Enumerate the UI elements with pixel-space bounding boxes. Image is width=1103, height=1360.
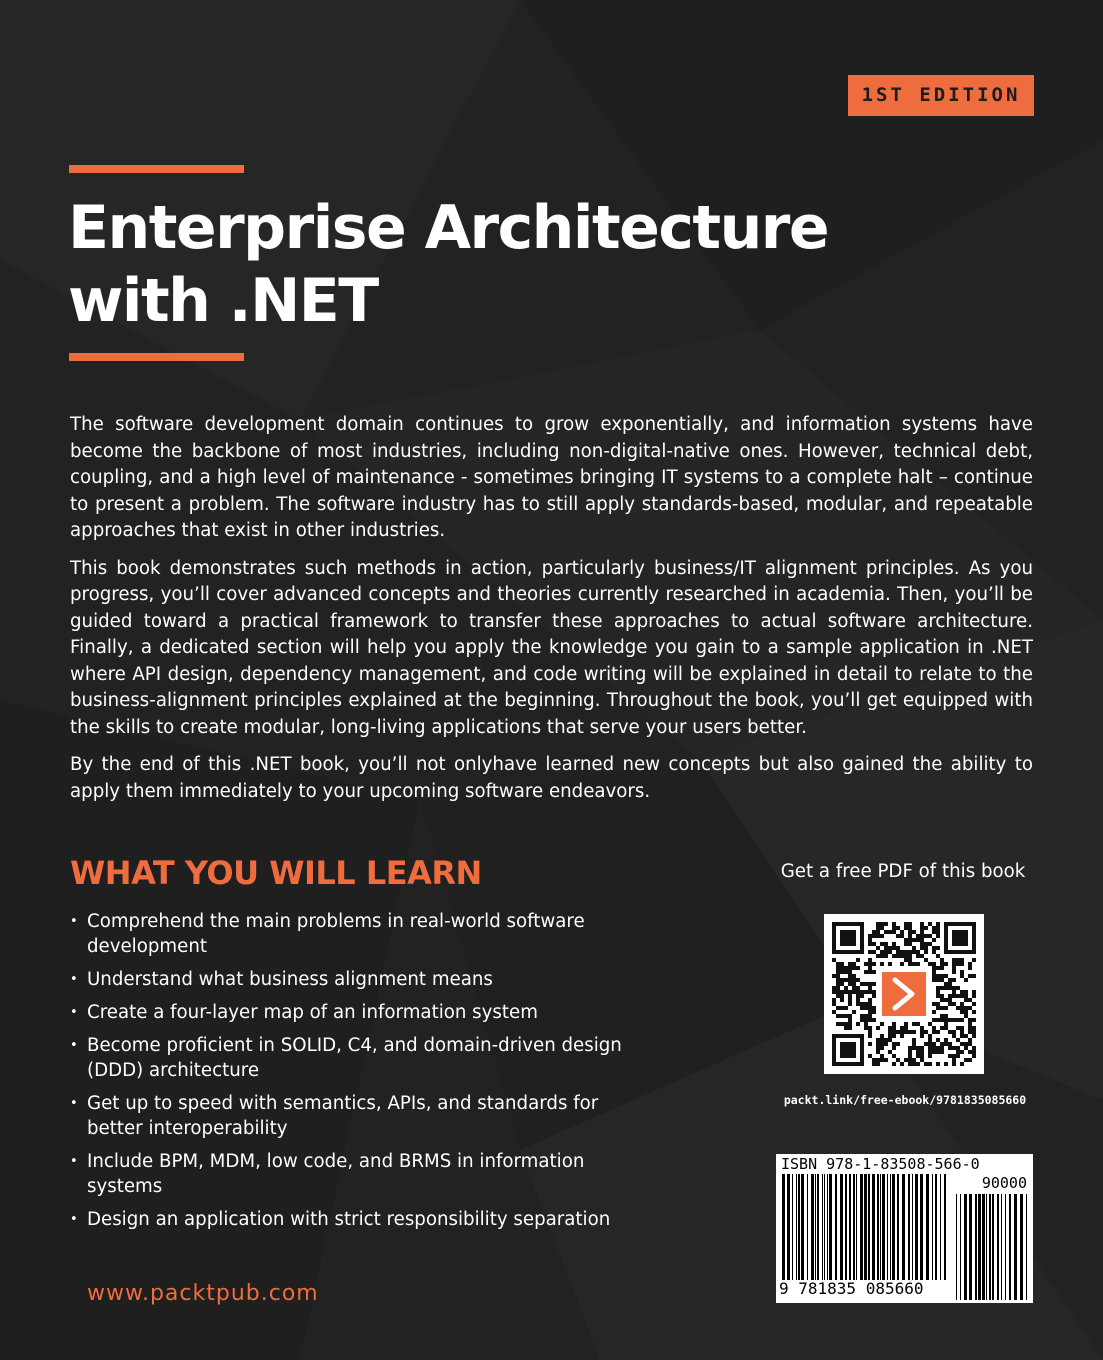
learn-list [70,909,630,1240]
book-description [70,412,1033,816]
learn-item: • Become proficient in SOLID, C4, and domain-driven design (DDD) architecture [70,1033,630,1083]
book-title [68,192,868,338]
learn-item: • Design an application with strict responsibility separation [70,1207,630,1232]
packt-chevron-icon [882,972,926,1016]
title-rule-top [69,165,244,173]
free-pdf-url[interactable]: packt.link/free-ebook/9781835085660 [783,1093,1027,1107]
edition-badge: 1ST EDITION [848,75,1034,116]
ean-digits: 9 781835 085660 [779,1279,924,1298]
isbn-label: ISBN 978-1-83508-566-0 [781,1155,980,1173]
learn-heading: WHAT YOU WILL LEARN [70,854,482,892]
book-title-line-1: Enterprise Architecture [68,193,829,263]
learn-item: • Include BPM, MDM, low code, and BRMS in information systems [70,1149,630,1199]
book-title-line-2: with .NET [68,266,378,336]
publisher-website-link[interactable]: www.packtpub.com [87,1281,319,1306]
learn-item: • Create a four-layer map of an information system [70,1000,630,1025]
description-paragraph: By the end of this .NET book, you’ll not onlyhave learned new concepts but also gained the ability to apply them immediately to your upcoming software endeavors. [70,754,1033,802]
description-paragraph: This book demonstrates such methods in action, particularly business/IT alignment principles. As you progress, you’ll cover advanced concepts and theories currently researched in academia. Then, you’ll be guided toward a practical framework to transfer these approaches to actual software architecture. Finally, a dedicated section will help you apply the knowledge you gain to a sample application in .NET where API design, dependency management, and code writing will be explained in detail to relate to the business-alignment principles explained at the beginning. Throughout the book, you’ll get equipped with the skills to create modular, long-living applications that serve your users better. [70,557,1033,738]
learn-item: • Understand what business alignment means [70,967,630,992]
price-code: 90000 [981,1174,1027,1192]
isbn-barcode [776,1154,1033,1303]
free-pdf-qr-code[interactable] [824,914,984,1074]
title-rule-bottom [69,353,244,361]
learn-item: • Comprehend the main problems in real-world software development [70,909,630,959]
free-pdf-label: Get a free PDF of this book [780,861,1026,882]
learn-item: • Get up to speed with semantics, APIs, and standards for better interoperability [70,1091,630,1141]
description-paragraph: The software development domain continues to grow exponentially, and information systems have become the backbone of most industries, including non-digital-native ones. However, technical debt, coupling, and a high level of maintenance - sometimes bringing IT systems to a complete halt – continue to present a problem. The software industry has to still apply standards-based, modular, and repeatable approaches that exist in other industries. [70,414,1033,541]
